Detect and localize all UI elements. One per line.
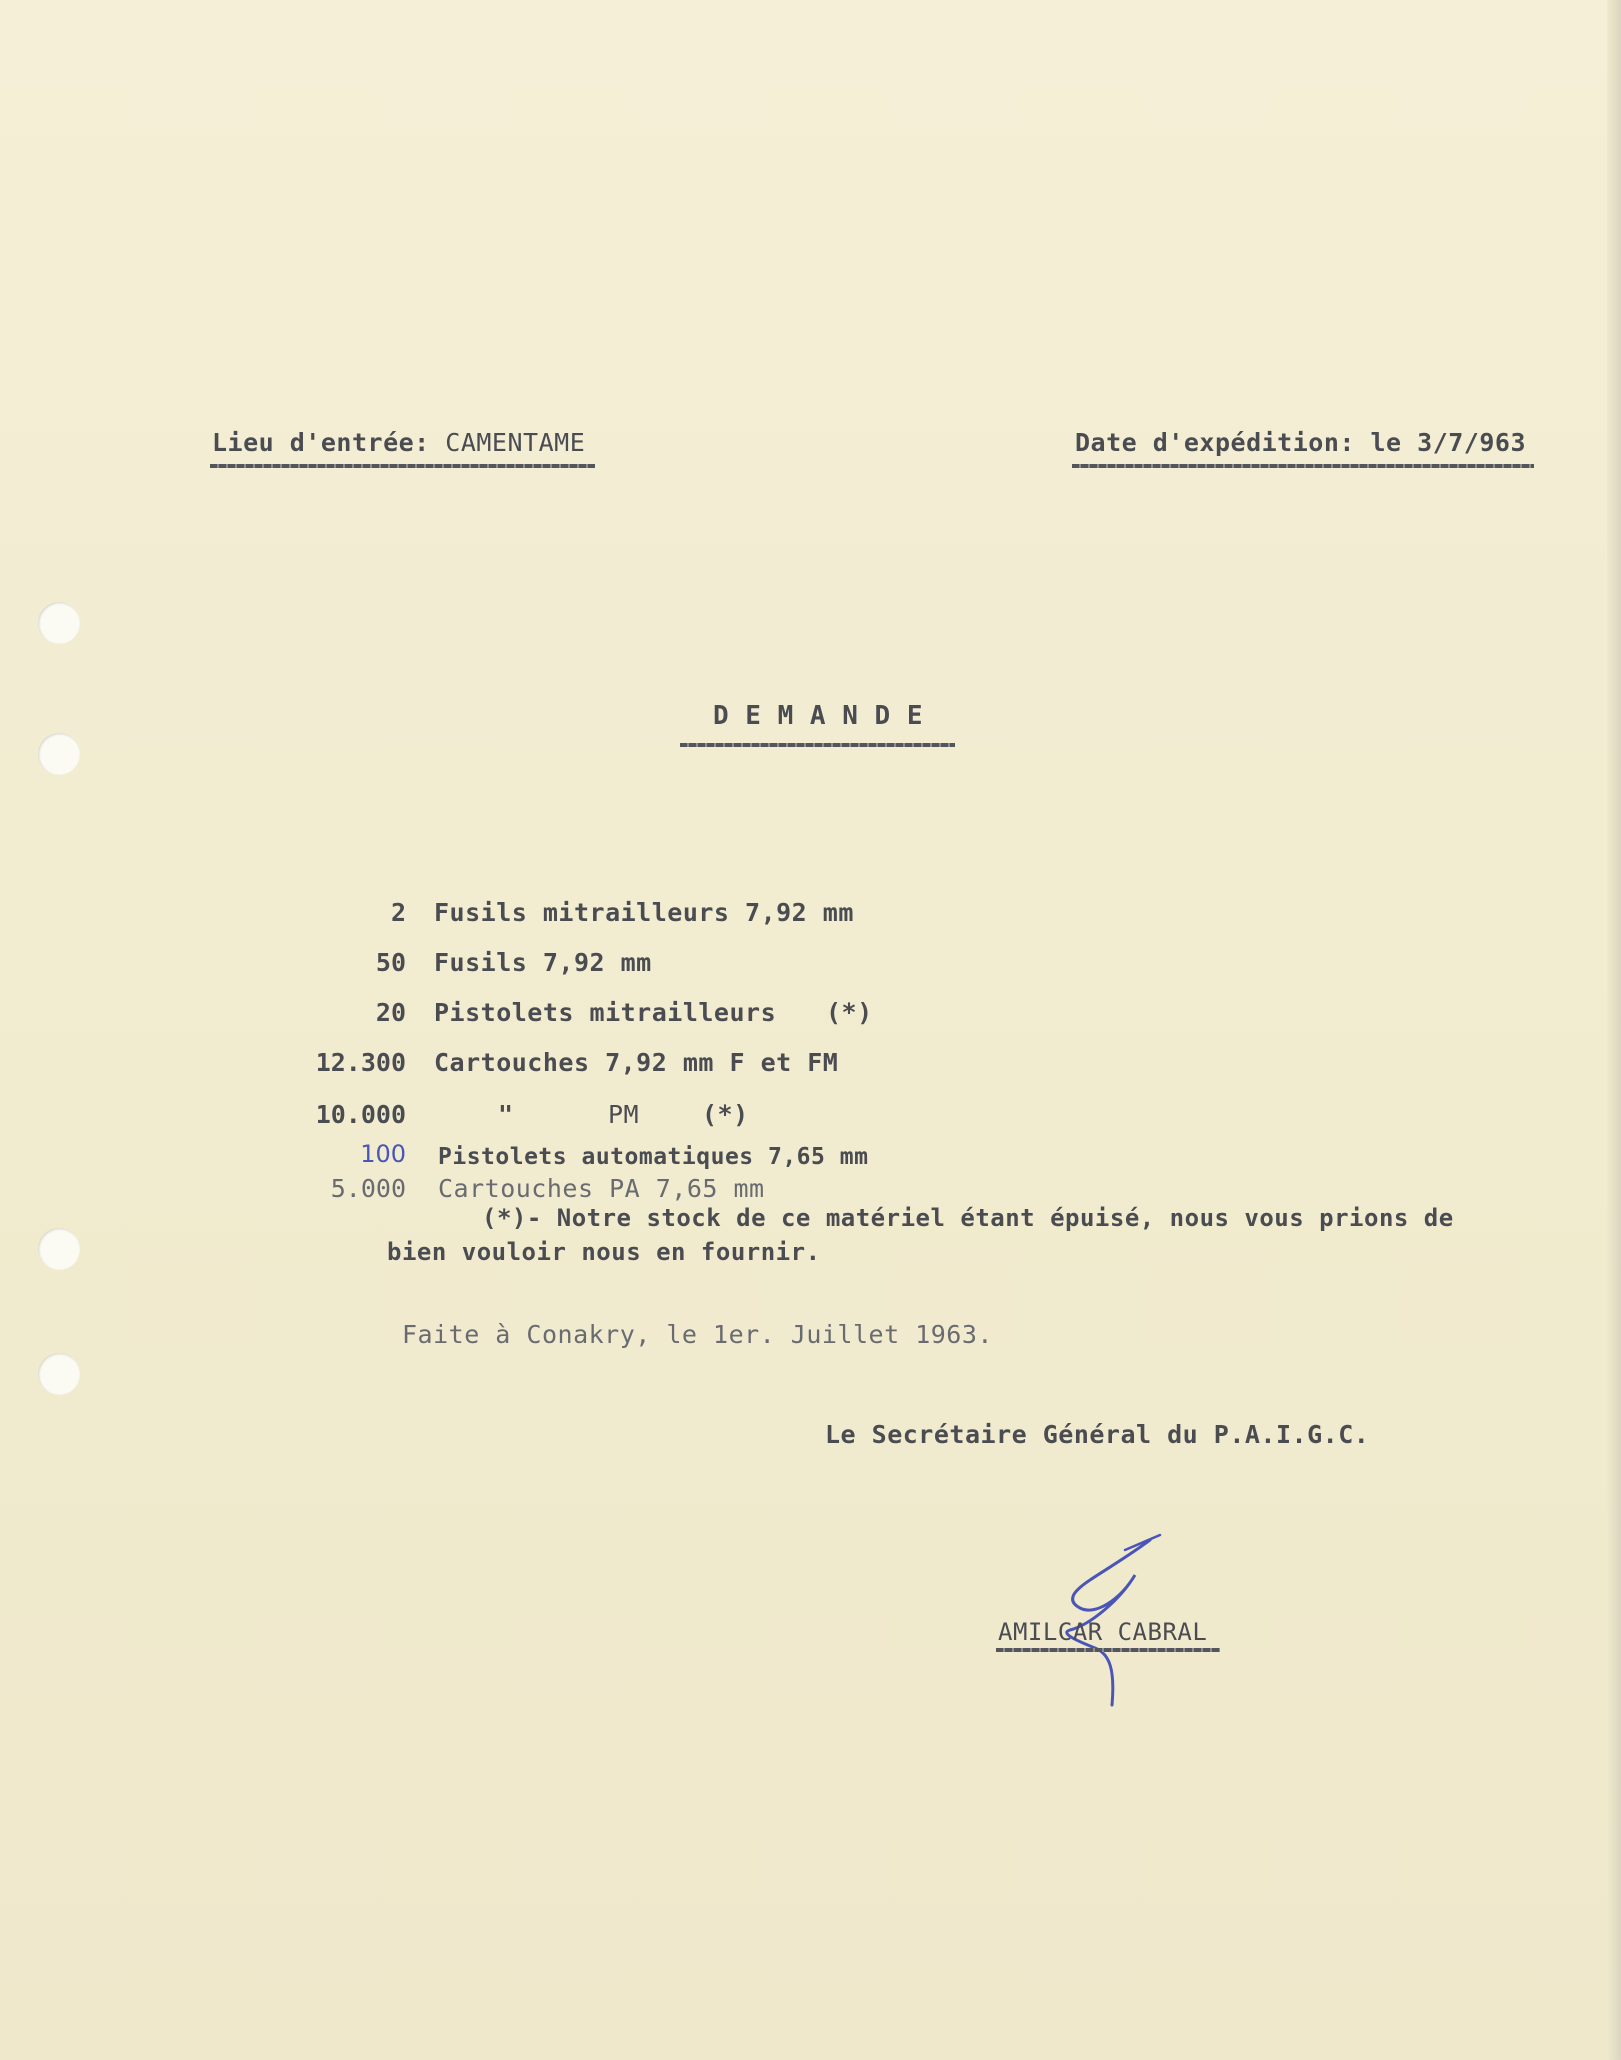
entry-label: Lieu d'entrée: [212, 428, 430, 457]
item-desc: Pistolets mitrailleurs [434, 998, 777, 1027]
place-date: Faite à Conakry, le 1er. Juillet 1963. [402, 1320, 993, 1349]
date-line [1075, 428, 1526, 457]
item-note: (*) [826, 998, 873, 1027]
item-note: (*) [702, 1100, 749, 1129]
entry-line [212, 428, 585, 457]
item-desc: Cartouches PA 7,65 mm [438, 1174, 765, 1203]
punch-hole [38, 602, 80, 644]
item-desc: PM [608, 1100, 640, 1129]
punch-hole [38, 1353, 80, 1395]
item-ditto: " [498, 1100, 514, 1129]
date-label: Date d'expédition: [1075, 428, 1355, 457]
entry-value: CAMENTAME [445, 428, 586, 457]
item-qty: 20 [375, 998, 406, 1027]
item-qty: 5.000 [330, 1174, 406, 1203]
item-qty: 2 [390, 898, 406, 927]
punch-hole [38, 1228, 80, 1270]
footnote-line: (*)- Notre stock de ce matériel étant épuisé, nous vous prions de [482, 1204, 1454, 1232]
item-desc: Pistolets automatiques 7,65 mm [438, 1144, 869, 1170]
signatory-title: Le Secrétaire Général du P.A.I.G.C. [825, 1420, 1370, 1449]
item-qty-handwritten: 100 [360, 1140, 406, 1168]
signatory-name: AMILCAR CABRAL [998, 1618, 1208, 1646]
item-qty: 12.300 [315, 1048, 406, 1077]
date-underline [1072, 464, 1534, 468]
item-desc: Fusils 7,92 mm [434, 948, 652, 977]
signatory-underline [996, 1648, 1220, 1652]
item-desc: Cartouches 7,92 mm F et FM [434, 1048, 839, 1077]
page-edge [1607, 0, 1621, 2060]
item-qty: 50 [375, 948, 406, 977]
footnote-line: bien vouloir nous en fournir. [387, 1238, 821, 1266]
punch-hole [38, 733, 80, 775]
date-value: le 3/7/963 [1370, 428, 1527, 457]
title-underline [680, 743, 955, 747]
item-desc: Fusils mitrailleurs 7,92 mm [434, 898, 854, 927]
item-qty: 10.000 [315, 1100, 406, 1129]
entry-underline [210, 464, 595, 468]
document-title: D E M A N D E [713, 701, 923, 731]
